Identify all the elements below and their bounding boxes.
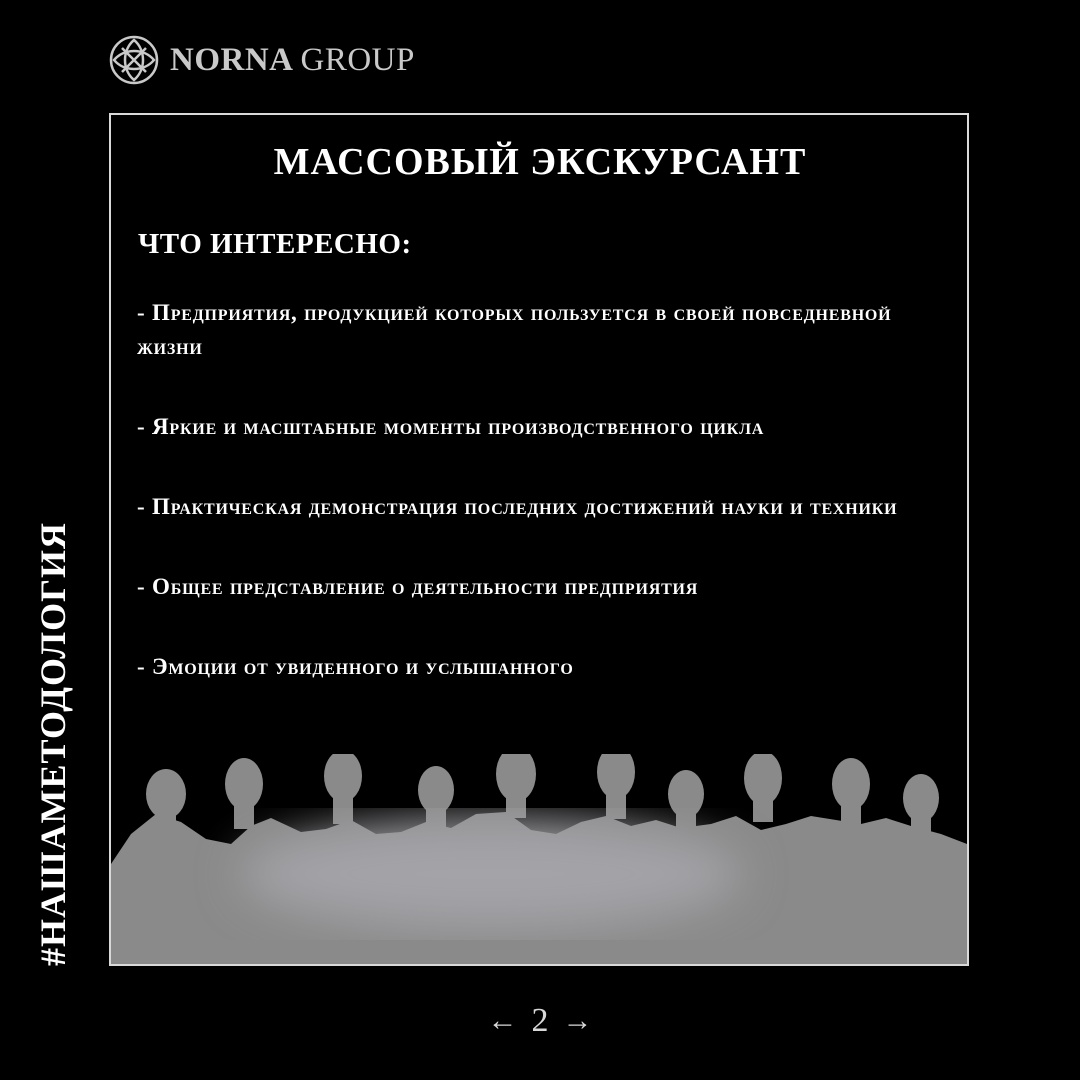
list-item: - Практическая демонстрация последних достижений науки и техники <box>137 494 898 519</box>
card-title: МАССОВЫЙ ЭКСКУРСАНТ <box>273 141 807 183</box>
brand-name <box>170 42 415 79</box>
pager <box>0 1002 1080 1040</box>
side-hashtag: #НАШАМЕТОДОЛОГИЯ <box>33 522 73 966</box>
brand-header <box>108 34 415 86</box>
card-subtitle: ЧТО ИНТЕРЕСНО: <box>138 228 412 260</box>
list-item: - Общее представление о деятельности предприятия <box>137 574 699 599</box>
page-number: 2 <box>531 1002 549 1039</box>
arrow-left-icon[interactable]: ← <box>487 1004 518 1037</box>
list-item: - Яркие и масштабные моменты производственного цикла <box>137 414 765 439</box>
list-item: - Эмоции от увиденного и услышанного <box>137 654 574 679</box>
brand-name-regular: GROUP <box>300 41 415 78</box>
list-item: - Предприятия, продукцией которых пользуется в своей повседневной жизни <box>137 300 892 359</box>
interest-list <box>137 296 957 730</box>
knot-logo-icon <box>108 34 160 86</box>
crowd-silhouette <box>111 754 967 964</box>
arrow-right-icon[interactable]: → <box>562 1004 593 1037</box>
brand-name-bold: NORNA <box>170 41 294 78</box>
